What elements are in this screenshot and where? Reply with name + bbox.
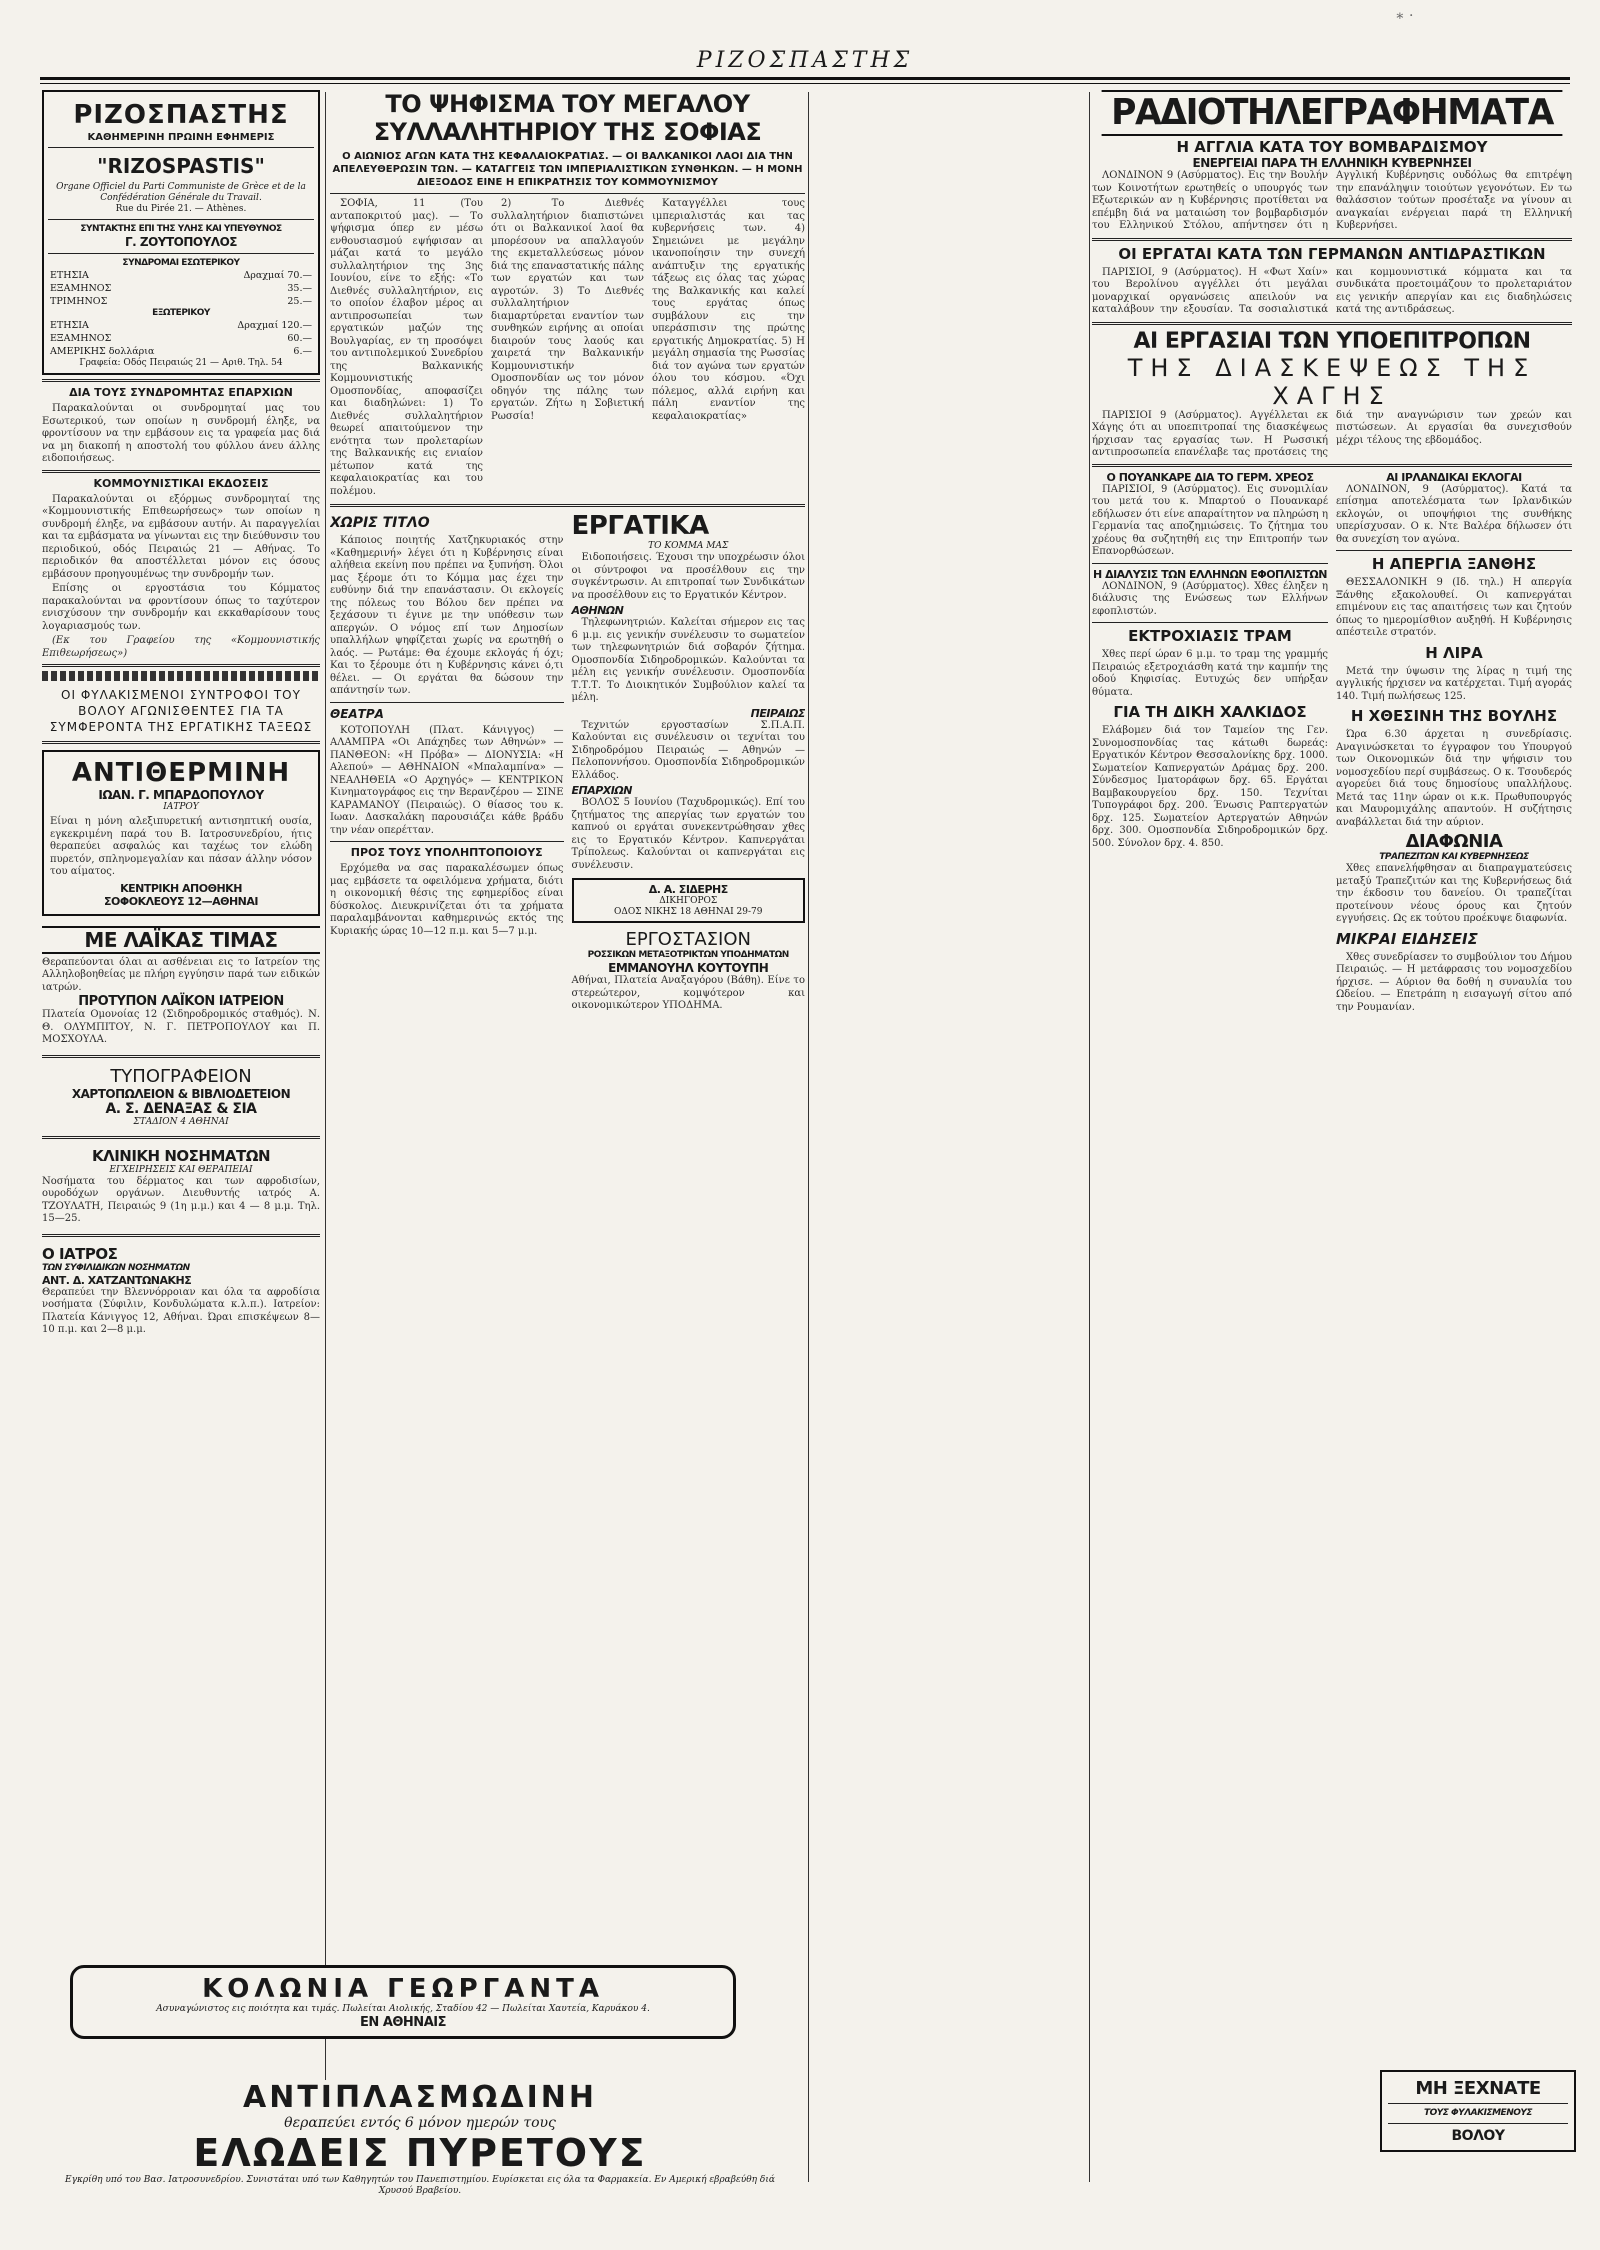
- subs-value: 60.—: [287, 333, 312, 344]
- right-right: [1336, 471, 1572, 1017]
- paragraph: (Εκ του Γραφείου της «Κομμουνιστικής Επιθεωρήσεως»): [42, 635, 320, 659]
- section-heading: ΟΙ ΦΥΛΑΚΙΣΜΕΝΟΙ ΣΥΝΤΡΟΦΟΙ ΤΟΥ ΒΟΛΟΥ ΑΓΩΝΙΣΘΕΝΤΕΣ ΓΙΑ ΤΑ ΣΥΜΦΕΡΟΝΤΑ ΤΗΣ ΕΡΓΑΤΙΚΗΣ ΤΑΞΕΩΣ: [49, 688, 313, 734]
- ad-name: Δ. Α. ΣΙΔΕΡΗΣ: [648, 883, 728, 896]
- subs-label: ΕΤΗΣΙΑ: [50, 320, 89, 331]
- ad-title: ΜΕ ΛΑΪΚΑΣ ΤΙΜΑΣ: [42, 926, 320, 954]
- subs-value: Δραχμαί 70.—: [243, 270, 312, 281]
- paragraph: ΘΕΣΣΑΛΟΝΙΚΗ 9 (Ιδ. τηλ.) Η απεργία Ξάνθης εξακολουθεί. Οι καπνεργάται επιμένουν εις τας απαιτήσεις των και ζητούν όπως το ημερομίσθιον αυξηθή. Η Κυβέρνησις απέστειλε στρατόν.: [1336, 577, 1572, 638]
- masthead-title: ΡΙΖΟΣΠΑΣΤΗΣ: [73, 100, 289, 130]
- column-rule: [808, 92, 809, 2182]
- section-heading: Η ΧΘΕΣΙΝΗ ΤΗΣ ΒΟΥΛΗΣ: [1350, 707, 1558, 725]
- ad-typografeion: [42, 1062, 320, 1132]
- section-heading: ΔΙΑ ΤΟΥΣ ΣΥΝΔΡΟΜΗΤΑΣ ΕΠΑΡΧΙΩΝ: [69, 386, 293, 399]
- right-twocol: [1092, 471, 1572, 1017]
- article-col: [652, 198, 805, 500]
- subs-value: 25.—: [287, 296, 312, 307]
- table-row: [48, 295, 314, 308]
- article-text: [1336, 666, 1572, 704]
- ad-mi-xexnate: [1380, 2070, 1576, 2152]
- subs-title: ΣΥΝΔΡΟΜΑΙ ΕΣΩΤΕΡΙΚΟΥ: [122, 258, 240, 268]
- ad-title: ΑΝΤΙΘΕΡΜΙΝΗ: [71, 758, 291, 788]
- ad-subtitle: ΧΑΡΤΟΠΩΛΕΙΟΝ & ΒΙΒΛΙΟΔΕΤΕΙΟΝ: [71, 1086, 291, 1101]
- paragraph: Τεχνιτών εργοστασίων Σ.Π.Α.Π. Καλούνται εις συνέλευσιν οι τεχνίται του Σιδηροδρόμου Πειραιώς — Αθηνών — Πελοποννήσου. Ομοσπονδία Σιδηροδρομικών Ελλάδος.: [571, 719, 805, 781]
- ad-title: ΕΡΓΟΣΤΑΣΙΟΝ: [625, 929, 751, 950]
- section-heading: ΜΙΚΡΑΙ ΕΙΔΗΣΕΙΣ: [1336, 929, 1478, 948]
- ad-iatros: [42, 1241, 320, 1341]
- ad-address: ΣΟΦΟΚΛΕΟΥΣ 12—ΑΘΗΝΑΙ: [104, 894, 258, 908]
- article-text: [1336, 577, 1572, 640]
- ad-text: Νοσήματα του δέρματος και των αφροδισίων, ουροδόχων οργάνων. Διευθυντής ιατρός Α. ΤΖΟΥΛΑΤΗ, Πειραιώς 9 (1η μ.μ.) και 4 — 8 μ.μ. Τηλ. 15—25.: [42, 1175, 320, 1224]
- section-heading: ΕΚΤΡΟΧΙΑΣΙΣ ΤΡΑΜ: [1128, 627, 1292, 645]
- article-text: [1092, 581, 1328, 619]
- ad-footer: Εγκρίθη υπό του Βασ. Ιατροσυνεδρίου. Συνιστάται υπό των Καθηγητών του Πανεπιστημίου. Ευρίσκεται εις όλα τα Φαρμακεία. Εν Αμερική εβραβεύθη διά Χρυσού Βραβείου.: [65, 2175, 775, 2196]
- article-text: [1092, 170, 1572, 234]
- section-heading: ΠΡΟΣ ΤΟΥΣ ΥΠΟΛΗΠΤΟΠΟΙΟΥΣ: [350, 846, 543, 859]
- ad-address: Πλατεία Ομονοίας 12 (Σιδηροδρομικός σταθμός). Ν. Θ. ΟΛΥΜΠΙΤΟΥ, Ν. Γ. ΠΕΤΡΟΠΟΥΛΟΥ και Π. ΜΟΣΧΟΥΛΑ.: [42, 1009, 320, 1045]
- ad-city: ΒΟΛΟΥ: [1451, 2128, 1505, 2144]
- editor-label: ΣΥΝΤΑΚΤΗΣ ΕΠΙ ΤΗΣ ΥΛΗΣ ΚΑΙ ΥΠΕΥΘΥΝΟΣ: [80, 224, 282, 234]
- paragraph: Χθες συνεδρίασεν το συμβούλιον του Δήμου Πειραιώς. — Η μετάφρασις του νομοσχεδίου ήρχισε. — Αύριον θα δοθή η συναυλία του Ωδείου. — Επετράπη η εισαγωγή σίτου από την Ρουμανίαν.: [1336, 951, 1572, 1013]
- radio-headline: ΡΑΔΙΟΤΗΛΕΓΡΑΦΗΜΑΤΑ: [1102, 90, 1563, 136]
- article-text: [1336, 729, 1572, 829]
- subs-value: 35.—: [287, 283, 312, 294]
- ad-title: ΚΛΙΝΙΚΗ ΝΟΣΗΜΑΤΩΝ: [91, 1146, 271, 1165]
- paragraph: Κάποιος ποιητής Χατζηκυριακός στην «Καθημερινή» λέγει ότι η Κυβέρνησις είναι αλήθεια εκείνη που πρέπει να ξυπνήση. Όλοι μας ξέρομε ότι το Κόμμα μας έχει την ευθύνην διά την επανάστασιν. Οι εκλογείς της πόλεως του Βόλου δεν πρέπει να ξεχάσουν τι έγινε με την υπόθεσιν των απεργών. Ο νόμος επί των Δημοσίων υπαλλήλων ψηφίζεται χωρίς να ερωτηθή ο λαός. — Ρωτάμε: Θα έχουμε εκλογάς ή όχι; Και το ξέρουμε ότι η Κυβέρνησις κάνει ό,τι θέλει. — Οι εργάται θα δώσουν την απάντησίν των.: [330, 535, 564, 696]
- section-heading: ΑΙ ΙΡΛΑΝΔΙΚΑΙ ΕΚΛΟΓΑΙ: [1386, 470, 1522, 484]
- right-left: [1092, 471, 1328, 1017]
- paragraph: ΛΟΝΔΙΝΟΝ 9 (Ασύρματος). Εις την Βουλήν των Κοινοτήτων ερωτηθείς ο υπουργός των Εξωτερικών αν η Κυβέρνησις προτίθεται να επέμβη διά να ματαιώση τον βομβαρδισμόν του Ελληνικού Στόλου, απήντησεν ότι η Αγγλική Κυβέρνησις ουδόλως θα επιτρέψη την επανάληψιν τοιούτων γεγονότων. Εν τω θαλάσσιον τούτων προσέταξε να γίνουν αι αναγκαίαι ενέργειαι παρά τη Ελληνική Κυβερνήσει.: [1092, 170, 1572, 231]
- ad-address: ΟΔΟΣ ΝΙΚΗΣ 18 ΑΘΗΝΑΙ 29-79: [614, 907, 763, 917]
- paragraph: Επίσης οι εργοστάσια του Κόμματος παρακαλούνται να φροντίσουν όπως το ταχύτερον ενισχύσουν την συνδρομήν και εκκαθαρίσουν τους λογαριασμούς των.: [42, 583, 320, 632]
- subs-domestic-table: [48, 269, 314, 308]
- main-article: [330, 198, 805, 500]
- article-text: [1336, 863, 1572, 926]
- section-heading: Η ΛΙΡΑ: [1425, 643, 1483, 662]
- section-subheading: ΕΝΕΡΓΕΙΑΙ ΠΑΡΑ ΤΗ ΕΛΛΗΝΙΚΗ ΚΥΒΕΡΝΗΣΕΙ: [1192, 156, 1472, 170]
- ad-kliniki: [42, 1143, 320, 1230]
- section-heading-2: ΤΗΣ ΔΙΑΣΚΕΨΕΩΣ ΤΗΣ ΧΑΓΗΣ: [1127, 353, 1537, 410]
- article-text: [42, 403, 320, 466]
- masthead-organ-line: Organe Officiel du Parti Communiste de Grèce et de la Confédération Générale du Travail.: [56, 182, 306, 203]
- corner-mark: ∗ ·: [1395, 8, 1414, 24]
- article-text: [572, 617, 806, 705]
- ad-title: ΜΗ ΞΕΧΝΑΤΕ: [1415, 2078, 1541, 2099]
- masthead-subtitle: ΚΑΘΗΜΕΡΙΝΗ ΠΡΩΙΝΗ ΕΦΗΜΕΡΙΣ: [87, 132, 275, 143]
- main-column: [330, 90, 805, 2180]
- ad-antiplasmodini: [50, 2080, 790, 2197]
- editor-name: Γ. ΖΟΥΤΟΠΟΥΛΟΣ: [125, 235, 237, 249]
- subs-foreign-table: [48, 319, 314, 358]
- table-row: [48, 332, 314, 345]
- ad-text: Είναι η μόνη αλεξιπυρετική αντισηπτική ουσία, εγκεκριμένη παρά του Β. Ιατροσυνεδρίου, ήτις θεραπεύει ασφαλώς και ταχέως τον ελώδη πυρετόν, σπληνομεγαλίαν και πάσαν άλλην νόσον του αίματος.: [50, 816, 312, 877]
- paragraph: Ελάβομεν διά τον Ταμείον της Γεν. Συνομοσπονδίας τας κάτωθι δωρεάς: Εργατικόν Κέντρον Θεσσαλονίκης δρχ. 1000. Σωματείον Καπνεργατών Δράμας δρχ. 200. Σύνδεσμος Ιματοράφων δρχ. 65. Εργάται Βαμβακουργείου δρχ. 150. Τεχνίται Τυπογράφοι δρχ. 200. Ένωσις Ραπτεργατών δρχ. 125. Σωματείον Αρτεργατών Αθηνών δρχ. 300. Ομοσπονδία Σιδηροδρομικών δρχ. 500. Σύνολον δρχ. 4. 850.: [1092, 725, 1328, 849]
- paragraph: Ώρα 6.30 άρχεται η συνεδρίασις. Αναγινώσκεται το έγγραφον του Υπουργού των Οικονομικών διά την ψήφισιν του νομοσχεδίου περί συμβάσεως. Ο κ. Τσουδερός αγορεύει διά τους δημοσίους υπαλλήλους. Μετά τας 11ην ώραν οι κ.κ. Πρωθυπουργός και Μαυρομιχάλης απαντούν. Η συζήτησις αναβάλλεται διά την αύριον.: [1336, 729, 1572, 828]
- paragraph: 2) Το Διεθνές συλλαλητήριον διαπιστώνει ότι οι Βαλκανικοί λαοί θα μπορέσουν να απαλλαγούν της εκμεταλλεύσεως μόνον διά της επαναστατικής πάλης των εργατών και των αγροτών. 3) Το Διεθνές συλλαλητήριον διαμαρτύρεται εναντίον των συνθηκών ειρήνης αι οποίαι διαιρούν τους λαούς και χαιρετά την Βαλκανικήν Κομμουνιστικήν Ομοσπονδίαν ως τον μόνον οδηγόν της πάλης των εργατών. Ζήτω η Σοβιετική Ρωσσία!: [491, 198, 644, 422]
- paragraph: Παρακαλούνται οι συνδρομηταί μας του Εσωτερικού, των οποίων η συνδρομή έληξε, να φροντίσουν να την εμβάσουν εις τα γραφεία μας διά να μη διακοπή η αποστολή του φύλλου άνευ άλλης ειδοποιήσεως.: [42, 403, 320, 464]
- column-rule: [1089, 92, 1090, 2182]
- article-text: [572, 720, 806, 783]
- main-headline: ΤΟ ΨΗΦΙΣΜΑ ΤΟΥ ΜΕΓΑΛΟΥ ΣΥΛΛΑΛΗΤΗΡΙΟΥ ΤΗΣ ΣΟΦΙΑΣ: [373, 90, 762, 146]
- running-head: ΡΙΖΟΣΠΑΣΤΗΣ: [40, 48, 1570, 80]
- paragraph: Χθες περί ώραν 6 μ.μ. το τραμ της γραμμής Πειραιώς εξετροχιάσθη κατά την καμπήν της οδού Κηφισίας. Ευτυχώς δεν υπήρξαν θύματα.: [1092, 649, 1328, 698]
- article-text: [1092, 410, 1572, 460]
- ad-city: ΕΝ ΑΘΗΝΑΙΣ: [360, 2015, 446, 2030]
- section-heading: ΧΩΡΙΣ ΤΙΤΛΟ: [330, 515, 430, 531]
- paragraph: ΛΟΝΔΙΝΟΝ, 9 (Ασύρματος). Χθες έληξεν η διάλυσις της Ενώσεως των Ελλήνων εφοπλιστών.: [1092, 580, 1328, 617]
- ad-title: ΤΥΠΟΓΡΑΦΕΙΟΝ: [110, 1065, 252, 1087]
- ad-lawyer: [572, 878, 806, 923]
- ad-subtitle: ΡΟΣΣΙΚΩΝ ΜΕΤΑΞΟΤΡΙΚΤΩΝ ΥΠΟΔΗΜΑΤΩΝ: [587, 950, 789, 960]
- section-heading: ΕΡΓΑΤΙΚΑ: [571, 511, 709, 541]
- ad-subtitle: ΤΩΝ ΣΥΦΙΛΙΔΙΚΩΝ ΝΟΣΗΜΑΤΩΝ: [42, 1262, 190, 1273]
- ad-title: ΑΝΤΙΠΛΑΣΜΩΔΙΝΗ: [243, 2080, 597, 2115]
- section-subheading: ΤΟ ΚΟΜΜΑ ΜΑΣ: [648, 541, 729, 551]
- article-text: [330, 725, 564, 838]
- paragraph: ΠΑΡΙΣΙΟΙ 9 (Ασύρματος). Αγγέλλεται εκ Χάγης ότι αι υποεπιτροπαί της διασκέψεως ήρχισαν τας εργασίας των. Η Ρωσσική αντιπροσωπεία επανέλαβε τας προτάσεις της διά την αναγνώρισιν των χρεών και πιστώσεων. Αι εργασίαι θα συνεχισθούν μέχρι τέλους της εβδομάδος.: [1092, 409, 1572, 458]
- paragraph: ΛΟΝΔΙΝΟΝ, 9 (Ασύρματος). Κατά τα επίσημα αποτελέσματα των Ιρλανδικών εκλογών, οι υποψήφιοι της συνθήκης υπερίσχυσαν. Ο κ. Ντε Βαλέρα δήλωσεν ότι θα συνεχίση τον αγώνα.: [1336, 483, 1572, 545]
- ad-address: ΣΤΑΔΙΟΝ 4 ΑΘΗΝΑΙ: [133, 1116, 229, 1127]
- paragraph: Χθες επανελήφθησαν αι διαπραγματεύσεις μεταξύ Τραπεζιτών και της Κυβερνήσεως διά την έκδοσιν του δανείου. Οι τραπεζίται προτείνουν νέους όρους και ζητούν εγγυήσεις. Ως εκ τούτου προέκυψε διαφωνία.: [1336, 863, 1572, 924]
- section-heading: Ο ΠΟΥΑΝΚΑΡΕ ΔΙΑ ΤΟ ΓΕΡΜ. ΧΡΕΟΣ: [1106, 470, 1314, 484]
- ad-depot: ΚΕΝΤΡΙΚΗ ΑΠΟΘΗΚΗ: [120, 881, 242, 895]
- paragraph: Μετά την ύψωσιν της λίρας η τιμή της αγγλικής ήρχισεν να κατέρχεται. Τιμή αγοράς 140. Τιμή πωλήσεως 125.: [1336, 665, 1572, 702]
- paragraph: ΣΟΦΙΑ, 11 (Του ανταποκριτού μας). — Το ψήφισμα όπερ εν μέσω ενθουσιασμού εψήφισαν αι μάζαι κατά το μεγάλο συλλαλητήριον της 3ης Ιουνίου, είνε το εξής: «Το Διεθνές συλλαλητήριον, εις το οποίον έλαβον μέρος αι αντιπροσωπείαι των εργατικών μαζών της Βουλγαρίας, εν τη προσόψει του αντιπολεμικού Συνεδρίου της Βαλκανικής Κομμουνιστικής Ομοσπονδίας, αποφασίζει και διαδηλώνει: 1) Το Διεθνές συλλαλητήριον θεωρεί απαιτούμενον την ενότητα των προλεταρίων της Βαλκανικής εις ενιαίον μέτωπον κατά της κεφαλαιοκρατίας και του πολέμου.: [330, 198, 483, 497]
- ad-headline: ΕΛΩΔΕΙΣ ΠΥΡΕΤΟΥΣ: [193, 2131, 647, 2175]
- right-column: [1092, 90, 1572, 2180]
- ad-subtitle: ΕΓΧΕΙΡΗΣΕΙΣ ΚΑΙ ΘΕΡΑΠΕΙΑΙ: [109, 1164, 253, 1175]
- table-row: [48, 319, 314, 332]
- paragraph: Ερχόμεθα να σας παρακαλέσωμεν όπως μας εμβάσετε τα οφειλόμενα χρήματα, διότι η οικονομική θέσις της εφημερίδος είναι δύσκολος. Διευκρινίζεται ότι τα χρήματα παραλαμβάνονται καθημερινώς εκτός της Κυριακής ώρας 10—12 π.μ. και 5—7 μ.μ.: [330, 863, 564, 937]
- section-subheading: ΠΕΙΡΑΙΩΣ: [750, 706, 805, 720]
- ad-subtitle: ΤΟΥΣ ΦΥΛΑΚΙΣΜΕΝΟΥΣ: [1423, 2108, 1533, 2118]
- ad-factory: [572, 929, 806, 1013]
- section-heading: ΑΙ ΕΡΓΑΣΙΑΙ ΤΩΝ ΥΠΟΕΠΙΤΡΟΠΩΝ: [1133, 328, 1531, 354]
- paragraph: ΠΑΡΙΣΙΟΙ, 9 (Ασύρματος). Η «Φωτ Χαίν» του Βερολίνου αγγέλλει ότι μεγάλαι μοναρχικαί οργανώσεις απειλούν να καταλάβουν την εξουσίαν. Τα σοσιαλιστικά και κομμουνιστικά κόμματα και τα συνδικάτα προετοιμάζουν το προλεταριάτον εις γενικήν απεργίαν και εις διαδηλώσεις κατά της αντιδράσεως.: [1092, 266, 1572, 315]
- lower-left: [330, 511, 564, 1013]
- lower-right: [572, 511, 806, 1013]
- article-text: [572, 552, 806, 602]
- ad-subtitle: ΙΩΑΝ. Γ. ΜΠΑΡΔΟΠΟΥΛΟΥ: [98, 788, 264, 802]
- table-row: [48, 269, 314, 282]
- subs-value: 6.—: [293, 346, 312, 357]
- section-subheading: ΕΠΑΡΧΙΩΝ: [571, 784, 632, 797]
- paragraph: Παρακαλούνται οι εξόρμως συνδρομηταί της «Κομμουνιστικής Επιθεωρήσεως» των οποίων η συνδρομή έληξε, να εμβάσουν αυτήν. Αι παραγγελίαι και τα εμβάσματα να γίνωνται εις την διεύθυνσιν του περιοδικού, οδός Πειραιώς 21 — Αθήνας. Το περιοδικόν θα αποστέλλεται μόνον εις όσους εμβάσουν προηγουμένως την συνδρομήν των.: [42, 493, 320, 580]
- article-text: [330, 535, 564, 698]
- ad-role: ΔΙΚΗΓΟΡΟΣ: [659, 896, 718, 906]
- article-text: [1092, 725, 1328, 850]
- table-row: [48, 345, 314, 358]
- article-text: [572, 797, 806, 872]
- paragraph: Τηλεφωνητριών. Καλείται σήμερον εις τας 6 μ.μ. εις γενικήν συνέλευσιν το σωματείον των τηλεφωνητριών διά σοβαρόν ζήτημα. Ομοσπονδία Σιδηροδρομικών. Καλούνται τα μέλη εις γενικήν συνέλευσιν. Ομοσπονδία Τ.Τ.Τ. Το Διοικητικόν Συμβούλιον καλεί τα μέλη.: [571, 617, 805, 703]
- section-heading: ΟΙ ΕΡΓΑΤΑΙ ΚΑΤΑ ΤΩΝ ΓΕΡΜΑΝΩΝ ΑΝΤΙΔΡΑΣΤΙΚΩΝ: [1118, 244, 1546, 263]
- section-heading: Η ΑΠΕΡΓΙΑ ΞΑΝΘΗΣ: [1371, 555, 1537, 573]
- main-subhead: Ο ΑΙΩΝΙΟΣ ΑΓΩΝ ΚΑΤΑ ΤΗΣ ΚΕΦΑΛΑΙΟΚΡΑΤΙΑΣ. — ΟΙ ΒΑΛΚΑΝΙΚΟΙ ΛΑΟΙ ΔΙΑ ΤΗΝ ΑΠΕΛΕΥΘΕΡΩΣΙΝ ΤΩΝ. — ΚΑΤΑΓΓΕΙΣ ΤΩΝ ΙΜΠΕΡΙΑΛΙΣΤΙΚΩΝ ΣΥΝΘΗΚΩΝ. — Η ΜΟΝΗ ΔΙΕΞΟΔΟΣ ΕΙΝΕ Η ΕΠΙΚΡΑΤΗΣΙΣ ΤΟΥ ΚΟΜΜΟΥΝΙΣΜΟΥ: [332, 151, 803, 188]
- article-text: [1092, 649, 1328, 699]
- ad-role: ΙΑΤΡΟΥ: [163, 802, 199, 812]
- lower-main: [330, 511, 805, 1013]
- ad-name: ΑΝΤ. Δ. ΧΑΤΖΑΝΤΩΝΑΚΗΣ: [42, 1273, 192, 1287]
- section-heading: ΓΙΑ ΤΗ ΔΙΚΗ ΧΑΛΚΙΔΟΣ: [1113, 703, 1307, 721]
- paragraph: Καταγγέλλει τους ιμπεριαλιστάς και τας κυβερνήσεις των. 4) Σημειώνει με μεγάλην ικανοποίησιν την συνεχή ανάπτυξιν της εργατικής τάξεως εις όλας τας χώρας της Βαλκανικής και καλεί τους εργάτας όπως συμβάλουν εις την υπεράσπισιν της πρώτης εργατικής Δημοκρατίας. 5) Η μεγάλη σημασία της Ρωσσίας διά τον αγώνα των εργατών όλου του κόσμου. «Όχι πόλεμος, αλλά ειρήνη και πάλη εναντίον της κεφαλαιοκρατίας»: [652, 198, 805, 422]
- subs-label: ΕΞΑΜΗΝΟΣ: [50, 333, 112, 344]
- ad-text: Αθήναι, Πλατεία Αναξαγόρου (Βάθη). Είνε το στερεώτερον, κομψότερον και οικονομικώτερον ΥΠΟΔΗΜΑ.: [571, 975, 805, 1011]
- paragraph: ΚΟΤΟΠΟΥΛΗ (Πλατ. Κάνιγγος) — ΑΛΑΜΠΡΑ «Οι Απάχηδες των Αθηνών» — ΠΑΝΘΕΟΝ: «Η Πρόβα» — ΔΙΟΝΥΣΙΑ: «Η Αλεπού» — ΑΘΗΝΑΙΟΝ «Μπαλαμπίνα» — ΝΕΑΛΗΘΕΙΑ «Ο Αρχηγός» — ΚΕΝΤΡΙΚΟΝ Κινηματογράφος εις την Βερανζέρου — ΣΙΝΕ ΚΑΡΑΜΑΝΟΥ (Πειραιώς). Ο θίασος του κ. Ιωαν. Δασκαλάκη παρουσιάζει κάθε βράδυ την νέαν οπερέτταν.: [330, 724, 564, 836]
- masthead: [42, 90, 320, 375]
- ad-antithermini: [42, 750, 320, 916]
- ad-title: Ο ΙΑΤΡΟΣ: [42, 1244, 118, 1263]
- section-subheading: ΑΘΗΝΩΝ: [571, 604, 624, 617]
- article-text: [1336, 952, 1572, 1015]
- paragraph: ΒΟΛΟΣ 5 Ιουνίου (Ταχυδρομικώς). Επί του ζητήματος της απεργίας των εργατών του καπνού οι εργάται συνεκεντρώθησαν χθες εις το Εργατικόν Κέντρον. Καπνεργάται Τρίπολεως. Καλούνται οι καπνεργάται εις συνέλευσιν.: [571, 797, 805, 871]
- paragraph: Ειδοποιήσεις. Έχουσι την υποχρέωσιν όλοι οι σύντροφοι να προσέλθουν εις την συγκέντρωσιν. Αι επιτροπαί των Συνδικάτων να προσέλθουν εις το Εργατικόν Κέντρον.: [571, 552, 805, 601]
- ad-title: ΚΟΛΩΝΙΑ ΓΕΩΡΓΑΝΤΑ: [202, 1974, 604, 2004]
- subs-foreign-title: ΕΞΩΤΕΡΙΚΟΥ: [152, 308, 210, 318]
- ad-text: Θεραπεύονται όλαι αι ασθένειαι εις το Ιατρείον της Αλληλοβοηθείας με πλήρη εγγύησιν παρά των ειδικών ιατρών.: [42, 956, 320, 993]
- section-subheading: ΤΡΑΠΕΖΙΤΩΝ ΚΑΙ ΚΥΒΕΡΝΗΣΕΩΣ: [1379, 852, 1529, 862]
- left-column: [42, 90, 320, 2170]
- ad-laikes-times: [42, 922, 320, 1051]
- article-text: [1336, 484, 1572, 547]
- section-heading: ΘΕΑΤΡΑ: [330, 706, 384, 721]
- ad-colonia: [70, 1965, 736, 2039]
- ad-name: ΕΜΜΑΝΟΥΗΛ ΚΟΥΤΟΥΠΗ: [608, 961, 769, 975]
- ad-name: ΠΡΟΤΥΠΟΝ ΛΑΪΚΟΝ ΙΑΤΡΕΙΟΝ: [78, 994, 284, 1009]
- section-heading: ΔΙΑΦΩΝΙΑ: [1405, 831, 1503, 852]
- masthead-latin-title: "RIZOSPASTIS": [97, 154, 265, 178]
- masthead-address: Rue du Pirée 21. — Athènes.: [115, 204, 247, 214]
- subs-value: Δραχμαί 120.—: [237, 320, 312, 331]
- subs-label: ΕΞΑΜΗΝΟΣ: [50, 283, 112, 294]
- article-text: [42, 494, 320, 661]
- ornament-bar: [42, 671, 320, 681]
- paragraph: ΠΑΡΙΣΙΟΙ, 9 (Ασύρματος). Εις συνομιλίαν του μετά του κ. Μπαρτού ο Πουανκαρέ εδήλωσεν ότι είνε απαραίτητον να πληρώση η Γερμανία τας αποζημιώσεις. Το ζήτημα του χρέους θα συζητηθή εις την Επιτροπήν των Επανορθώσεων.: [1092, 483, 1328, 557]
- table-row: [48, 282, 314, 295]
- subs-label: ΤΡΙΜΗΝΟΣ: [50, 296, 108, 307]
- column-rule: [325, 92, 326, 2177]
- article-col: [330, 198, 483, 500]
- section-heading: ΚΟΜΜΟΥΝΙΣΤΙΚΑΙ ΕΚΔΟΣΕΙΣ: [93, 476, 269, 490]
- office-line: Γραφεία: Οδός Πειραιώς 21 — Αριθ. Τηλ. 54: [79, 358, 283, 368]
- section-heading: Η ΔΙΑΛΥΣΙΣ ΤΩΝ ΕΛΛΗΝΩΝ ΕΦΟΠΛΙΣΤΩΝ: [1093, 567, 1327, 581]
- article-text: [330, 863, 564, 938]
- ad-name: Α. Σ. ΔΕΝΑΞΑΣ & ΣΙΑ: [105, 1100, 257, 1117]
- article-text: [1092, 267, 1572, 318]
- ad-subtitle: θεραπεύει εντός 6 μόνον ημερών τους: [284, 2115, 556, 2131]
- ad-subtitle: Ασυναγώνιστος εις ποιότητα και τιμάς. Πωλείται Αιολικής, Σταδίου 42 — Πωλείται Χαυτεία, Καρυάκου 4.: [156, 2004, 650, 2014]
- article-col: [491, 198, 644, 500]
- section-heading: Η ΑΓΓΛΙΑ ΚΑΤΑ ΤΟΥ ΒΟΜΒΑΡΔΙΣΜΟΥ: [1176, 138, 1488, 156]
- subs-label: ΑΜΕΡΙΚΗΣ δολλάρια: [50, 346, 155, 357]
- subs-label: ΕΤΗΣΙΑ: [50, 270, 89, 281]
- article-text: [1092, 484, 1328, 559]
- ad-text: Θεραπεύει την Βλεννόρροιαν και όλα τα αφροδίσια νοσήματα (Σύφιλιν, Κονδυλώματα κ.λ.π.). Ιατρείον: Πλατεία Κάνιγγος 12, Αθήναι. Ώραι επισκέψεων 8—10 π.μ. και 2—8 μ.μ.: [42, 1286, 320, 1335]
